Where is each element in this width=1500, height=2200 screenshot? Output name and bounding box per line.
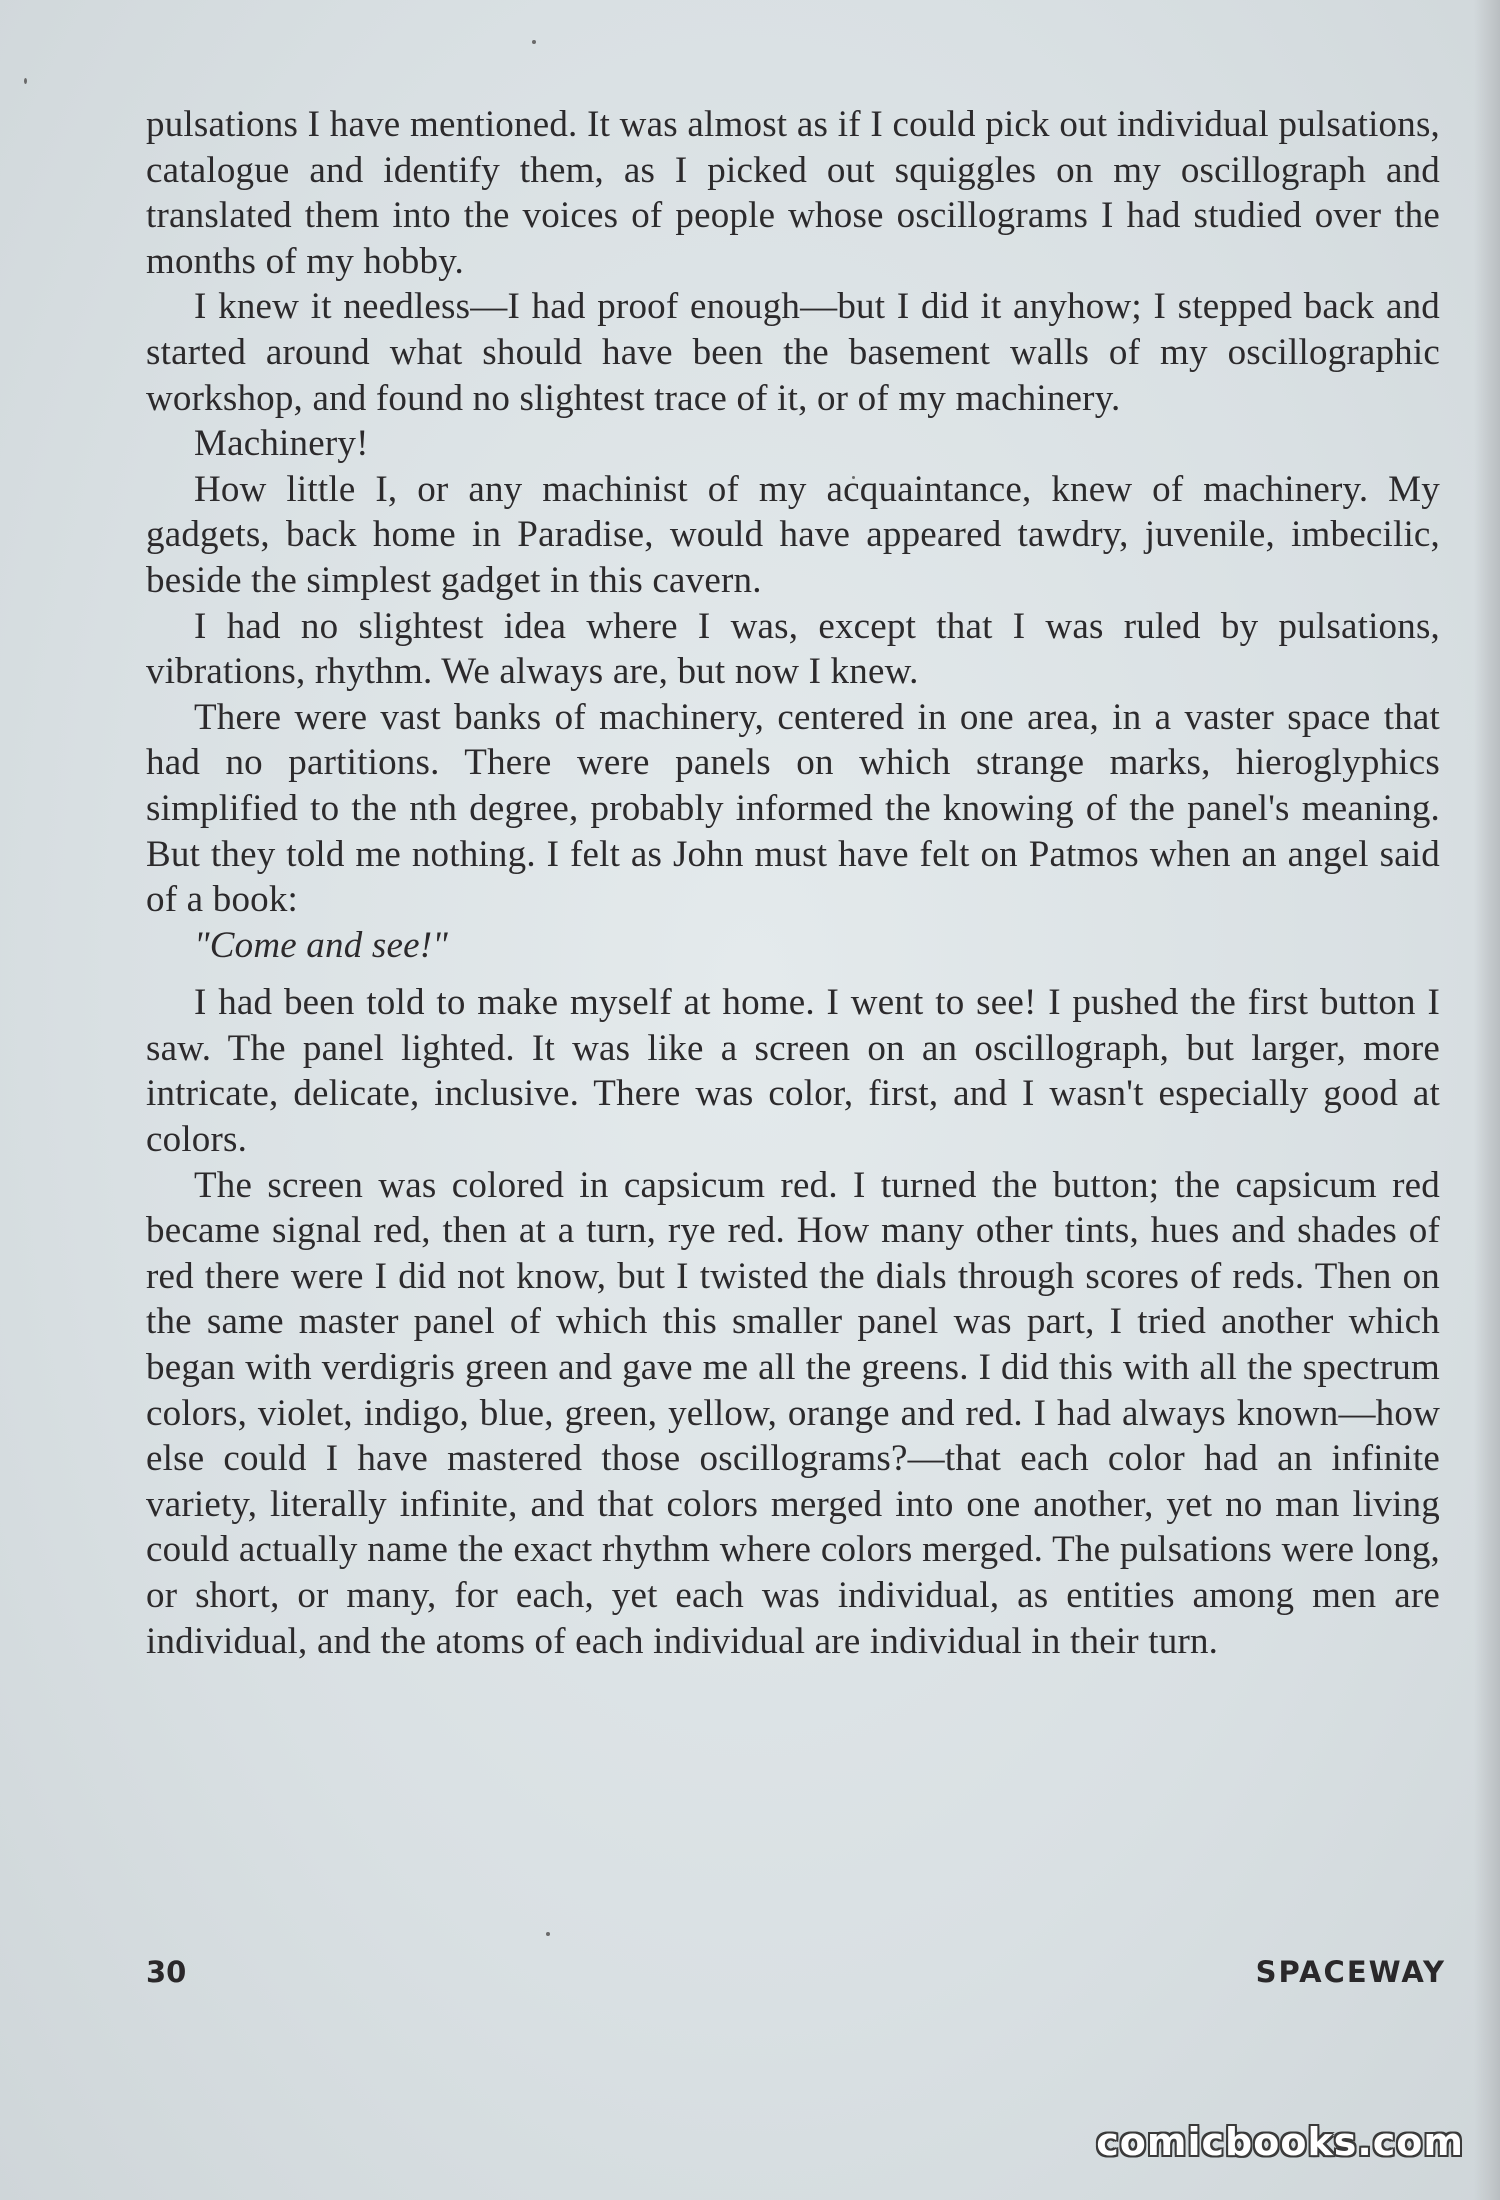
paragraph: I had no slightest idea where I was, except that I was ruled by pulsations, vibrations, rhythm. We always are, but now I knew. [146, 605, 1440, 693]
magazine-name: SPACEWAY [1255, 1955, 1446, 1989]
quotation: "Come and see!" [194, 924, 448, 966]
paragraph: How little I, or any machinist of my acquaintance, knew of machinery. My gadgets, back home in Paradise, would have appeared tawdry, juvenile, imbecilic, beside the simplest gadget in this cavern. [146, 468, 1440, 601]
page-number: 30 [146, 1955, 187, 1989]
print-speck [546, 1932, 550, 1936]
page-footer [146, 1955, 1446, 1995]
site-watermark: comicbooks.com [1096, 2120, 1464, 2164]
print-speck [532, 40, 536, 44]
paragraph: pulsations I have mentioned. It was almost as if I could pick out individual pulsations, catalogue and identify them, as I picked out squiggles on my oscillograph and translated them into the voices of people whose oscillograms I had studied over the months of my hobby. [146, 104, 1440, 282]
story-text [146, 102, 1440, 1664]
page-edge-shadow [1474, 0, 1500, 2200]
paragraph: Machinery! [194, 423, 369, 465]
print-speck [24, 78, 27, 84]
paragraph: I had been told to make myself at home. I went to see! I pushed the first button I saw. The panel lighted. It was like a screen on an oscillograph, but larger, more intricate, delicate, inclusive. There was color, first, and I wasn't especially good at colors. [146, 982, 1440, 1161]
paragraph: There were vast banks of machinery, centered in one area, in a vaster space that had no partitions. There were panels on which strange marks, hieroglyphics simplified to the nth degree, probably informed the knowing of the panel's meaning. But they told me nothing. I felt as John must have felt on Patmos when an angel said of a book: [146, 696, 1440, 921]
paragraph: The screen was colored in capsicum red. I turned the button; the capsicum red became signal red, then at a turn, rye red. How many other tints, hues and shades of red there were I did not know, but I twisted the dials through scores of reds. Then on the same master panel of which this smaller panel was part, I tried another which began with verdigris green and gave me all the greens. I did this with all the spectrum colors, violet, indigo, blue, green, yellow, orange and red. I had always known—how else could I have mastered those oscillograms?—that each color had an infinite variety, literally infinite, and that colors merged into one another, yet no man living could actually name the exact rhythm where colors merged. The pulsations were long, or short, or many, for each, yet each was individual, as entities among men are individual, and the atoms of each individual are individual in their turn. [146, 1164, 1440, 1662]
paragraph: I knew it needless—I had proof enough—but I did it anyhow; I stepped back and started around what should have been the basement walls of my oscillographic workshop, and found no slightest trace of it, or of my machinery. [146, 286, 1440, 419]
